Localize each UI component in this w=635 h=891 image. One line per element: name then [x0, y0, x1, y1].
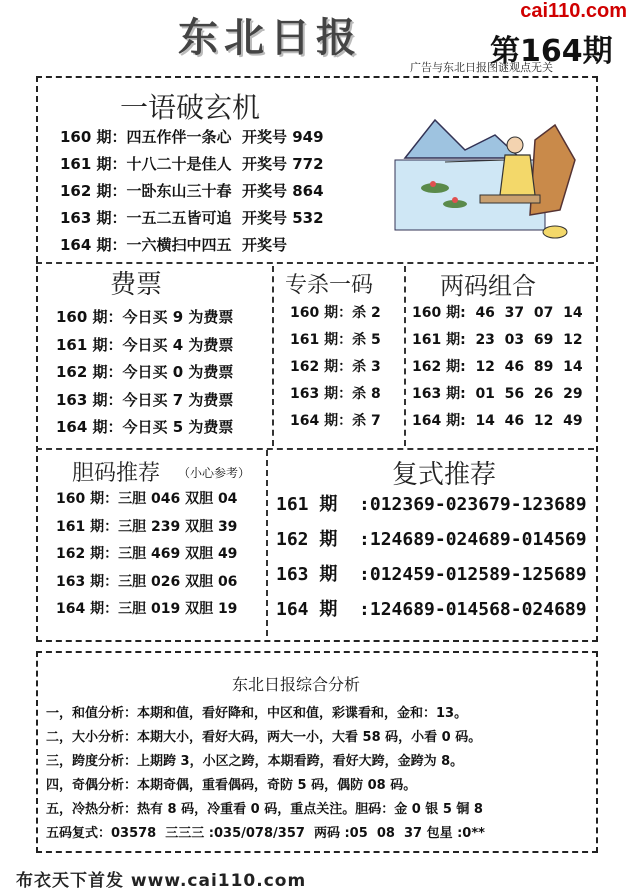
- analysis-row: 三，跨度分析：上期跨 3，小区之跨，本期看跨，看好大跨，金跨为 8。: [46, 754, 464, 769]
- danma-title: 胆码推荐: [72, 461, 161, 486]
- yiyu-list: [60, 126, 324, 261]
- fushi-row: 163 期 :012459-012589-125689: [276, 564, 587, 585]
- yiyu-row: 161 期：十八二十是佳人 开奖号 772: [60, 155, 324, 173]
- zhuansha-row: 163 期：杀 8: [290, 386, 381, 402]
- feipiao-list: [56, 306, 233, 444]
- analysis-row: 二，大小分析：本期大小，看好大码，两大一小，大看 58 码，小看 0 码。: [46, 730, 482, 745]
- danma-row: 161 期：三胆 239 双胆 39: [56, 518, 238, 535]
- fushi-row: 164 期 :124689-014568-024689: [276, 599, 587, 620]
- masthead-title: 东北日报: [178, 14, 362, 61]
- footer-text: 布衣天下首发 www.cai110.com: [16, 871, 307, 891]
- feipiao-row: 164 期：今日买 5 为费票: [56, 418, 234, 436]
- liangma-row: 163 期: 01 56 26 29: [412, 386, 583, 402]
- feipiao-title: 费票: [110, 270, 163, 300]
- liangma-title: 两码组合: [440, 272, 536, 300]
- analysis-list: [46, 702, 485, 846]
- zhuansha-row: 161 期：杀 5: [290, 332, 381, 348]
- yiyu-row: 164 期：一六横扫中四五 开奖号: [60, 236, 287, 254]
- yiyu-title: 一语破玄机: [120, 91, 261, 124]
- liangma-row: 164 期: 14 46 12 49: [412, 413, 583, 429]
- fushi-row: 162 期 :124689-024689-014569: [276, 529, 587, 550]
- danma-list: [56, 488, 237, 626]
- feipiao-row: 161 期：今日买 4 为费票: [56, 335, 234, 354]
- issue-number: 第164期: [490, 34, 613, 69]
- site-logo-text: cai110.com: [520, 0, 627, 22]
- liangma-row: 162 期: 12 46 89 14: [412, 359, 583, 375]
- divider: [272, 266, 274, 446]
- divider: [266, 450, 268, 636]
- liangma-row: 160 期: 46 37 07 14: [412, 305, 583, 321]
- danma-row: 163 期：三胆 026 双胆 06: [56, 573, 238, 590]
- fushi-row: 161 期 :012369-023679-123689: [276, 494, 587, 515]
- analysis-row: 四，奇偶分析：本期奇偶，重看偶码，奇防 5 码，偶防 08 码。: [46, 778, 417, 793]
- feipiao-row: 163 期：今日买 7 为费票: [56, 390, 234, 409]
- feipiao-row: 162 期：今日买 0 为费票: [56, 363, 234, 381]
- zhuansha-list: [290, 302, 381, 437]
- disclaimer: 广告与东北日报图谜观点无关: [410, 61, 553, 74]
- yiyu-row: 163 期：一五二五皆可追 开奖号 532: [60, 209, 324, 227]
- danma-row: 164 期：三胆 019 双胆 19: [56, 601, 238, 617]
- analysis-row: 五码复式：03578 三三三 :035/078/357 两码 :05 08 37 包星 :0**: [46, 826, 485, 841]
- divider: [36, 448, 594, 450]
- danma-row: 160 期：三胆 046 双胆 04: [56, 491, 238, 507]
- zhuansha-row: 160 期：杀 2: [290, 305, 381, 321]
- divider: [404, 266, 406, 446]
- liangma-list: [412, 302, 583, 437]
- danma-note: （小心参考）: [178, 466, 251, 480]
- analysis-row: 五，冷热分析：热有 8 码，冷重看 0 码，重点关注。胆码：金 0 银 5 铜 8: [46, 802, 483, 817]
- zhuansha-row: 164 期：杀 7: [290, 413, 381, 429]
- yiyu-row: 160 期：四五作伴一条心 开奖号 949: [60, 128, 324, 146]
- feipiao-row: 160 期：今日买 9 为费票: [56, 308, 234, 326]
- analysis-row: 一，和值分析：本期和值，看好降和，中区和值，彩谍看和，金和：13。: [46, 706, 468, 721]
- fishing-scene-illustration: [385, 100, 590, 250]
- zhuansha-title: 专杀一码: [285, 273, 374, 298]
- analysis-title: 东北日报综合分析: [232, 675, 361, 694]
- fushi-list: [276, 490, 587, 630]
- yiyu-row: 162 期：一卧东山三十春 开奖号 864: [60, 182, 324, 200]
- zhuansha-row: 162 期：杀 3: [290, 359, 381, 375]
- liangma-row: 161 期: 23 03 69 12: [412, 332, 583, 348]
- fushi-title: 复式推荐: [392, 460, 497, 490]
- danma-row: 162 期：三胆 469 双胆 49: [56, 546, 238, 562]
